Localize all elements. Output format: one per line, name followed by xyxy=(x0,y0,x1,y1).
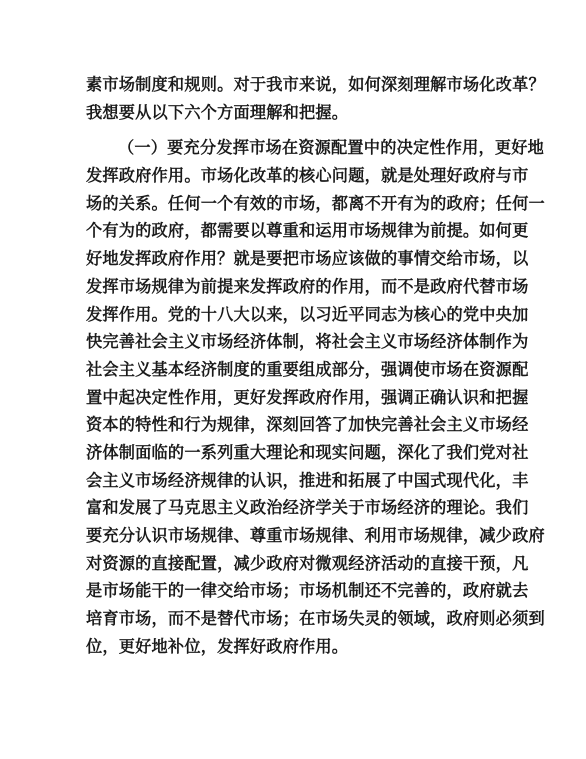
section-1-paragraph xyxy=(86,134,545,660)
text-line: 好地发挥政府作用？就是要把市场应该做的事情交给市场，以 xyxy=(86,249,529,269)
text-line: 资本的特性和行为规律，深刻回答了加快完善社会主义市场经 xyxy=(86,415,529,435)
intro-paragraph xyxy=(86,71,545,126)
text-line: 会主义市场经济规律的认识，推进和拓展了中国式现代化，丰 xyxy=(86,470,529,490)
text-line: 培育市场，而不是替代市场；在市场失灵的领域，政府则必须到 xyxy=(86,609,545,629)
text-line: 济体制面临的一系列重大理论和现实问题，深化了我们党对社 xyxy=(86,442,529,462)
text-line: 富和发展了马克思主义政治经济学关于市场经济的理论。我们 xyxy=(86,498,529,518)
text-line: 对资源的直接配置，减少政府对微观经济活动的直接干预，凡 xyxy=(86,553,529,573)
text-line: 快完善社会主义市场经济体制，将社会主义市场经济体制作为 xyxy=(86,332,529,352)
text-line: 发挥政府作用。市场化改革的核心问题，就是处理好政府与市 xyxy=(86,166,529,186)
text-line: 要充分认识市场规律、尊重市场规律、利用市场规律，减少政府 xyxy=(86,526,545,545)
text-line: 社会主义基本经济制度的重要组成部分，强调使市场在资源配 xyxy=(86,359,529,379)
text-line: 场的关系。任何一个有效的市场，都离不开有为的政府；任何一 xyxy=(86,193,545,213)
text-line: 我想要从以下六个方面理解和把握。 xyxy=(86,102,349,122)
text-line: 是市场能干的一律交给市场；市场机制还不完善的，政府就去 xyxy=(86,581,529,601)
text-line: 素市场制度和规则。对于我市来说，如何深刻理解市场化改革？ xyxy=(86,75,545,94)
section-1-heading-line: （一）要充分发挥市场在资源配置中的决定性作用，更好地 xyxy=(118,138,545,158)
text-line: 个有为的政府，都需要以尊重和运用市场规律为前提。如何更 xyxy=(86,221,529,241)
text-line: 置中起决定性作用，更好发挥政府作用，强调正确认识和把握 xyxy=(86,387,529,407)
text-line: 位，更好地补位，发挥好政府作用。 xyxy=(86,636,349,656)
text-line: 发挥作用。党的十八大以来，以习近平同志为核心的党中央加 xyxy=(86,304,529,324)
text-line: 发挥市场规律为前提来发挥政府的作用，而不是政府代替市场 xyxy=(86,276,529,296)
paragraph-gap xyxy=(86,126,502,134)
